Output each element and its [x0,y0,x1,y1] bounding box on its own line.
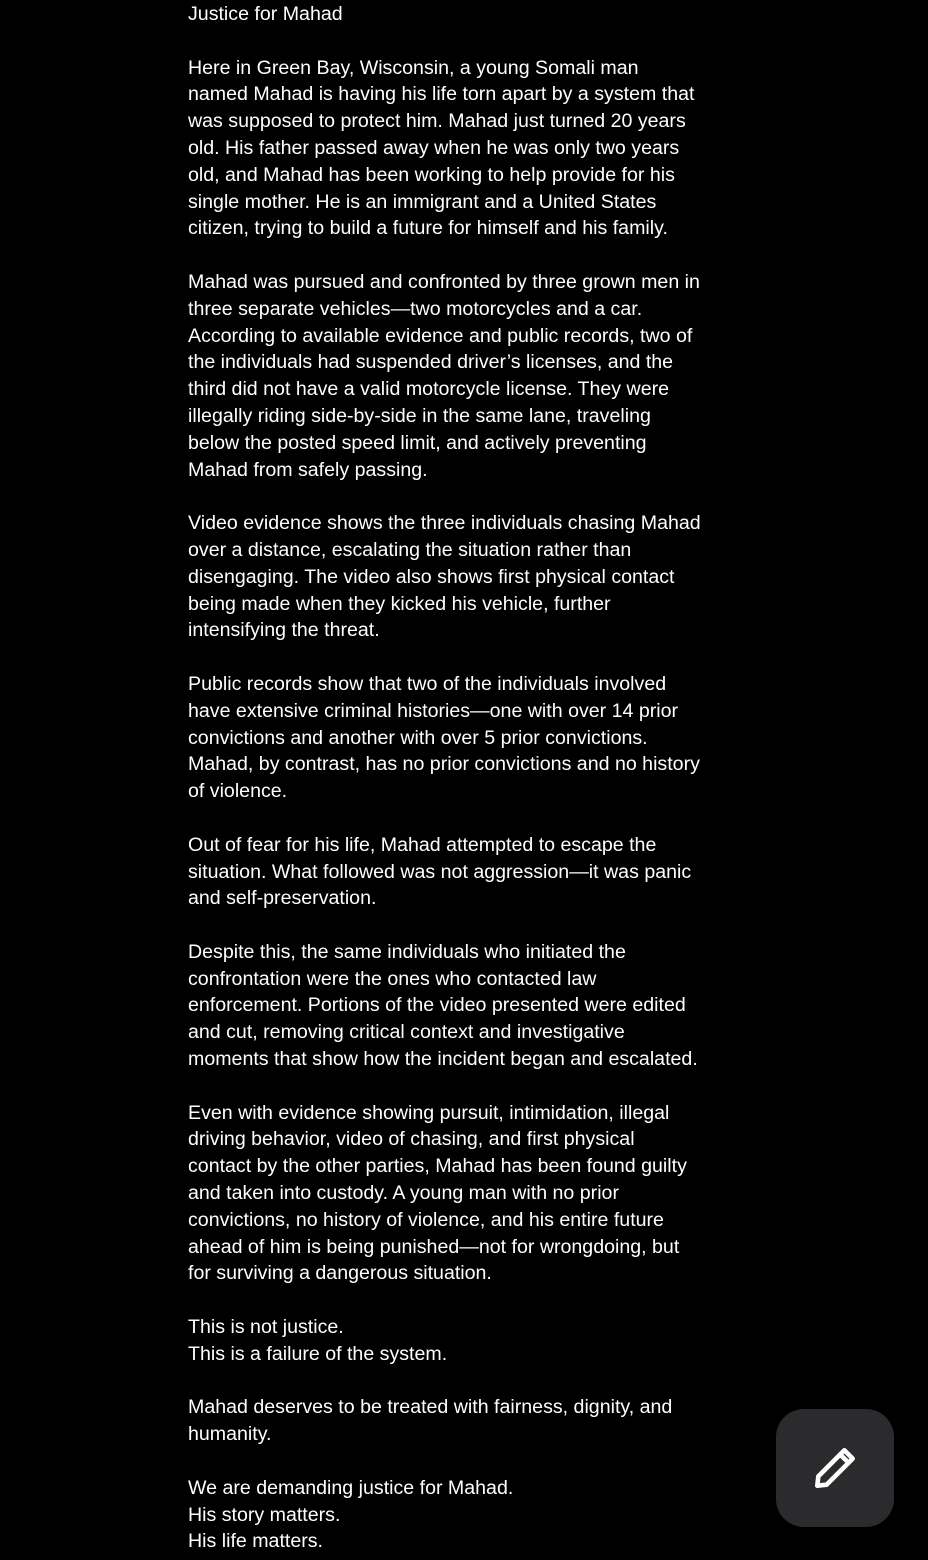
paragraph-line: humanity. [188,1423,272,1446]
paragraph-gap [188,242,748,269]
paragraph-gap [188,644,748,671]
paragraph-line: was supposed to protect him. Mahad just turned 20 years [188,110,686,133]
paragraph-gap [188,28,748,55]
paragraph-line: below the posted speed limit, and actively preventing [188,431,647,454]
paragraph-line: over a distance, escalating the situation rather than [188,538,632,561]
pencil-icon [810,1443,860,1493]
paragraph-line: Video evidence shows the three individuals chasing Mahad [188,512,701,535]
paragraph [188,1394,748,1448]
paragraph [188,939,748,1073]
paragraph-gap [188,483,748,510]
paragraph [188,55,748,243]
paragraph-gap [188,912,748,939]
paragraph-line: named Mahad is having his life torn apart by a system that [188,83,695,106]
paragraph-line: Mahad deserves to be treated with fairness, dignity, and [188,1396,673,1419]
paragraph-line: We are demanding justice for Mahad. [188,1476,514,1499]
paragraph-line: His story matters. [188,1503,341,1526]
paragraph-line: the individuals had suspended driver’s licenses, and the [188,351,674,374]
paragraph-line: Mahad, by contrast, has no prior convictions and no history [188,753,700,776]
paragraph-line: Out of fear for his life, Mahad attempted to escape the [188,833,657,856]
paragraph-line: convictions, no history of violence, and his entire future [188,1208,664,1231]
paragraph-line: ahead of him is being punished—not for wrongdoing, but [188,1235,680,1258]
paragraph-line: illegally riding side-by-side in the same lane, traveling [188,404,651,427]
paragraph [188,269,748,483]
paragraph-line: Here in Green Bay, Wisconsin, a young Somali man [188,56,639,79]
paragraph [188,510,748,644]
paragraph-line: This is a failure of the system. [188,1342,448,1365]
paragraph-line: for surviving a dangerous situation. [188,1262,492,1285]
paragraph-line: and cut, removing critical context and investigative [188,1021,625,1044]
paragraph-line: three separate vehicles—two motorcycles and a car. [188,297,643,320]
paragraph-line: and self-preservation. [188,887,377,910]
paragraph [188,1100,748,1288]
paragraph-gap [188,1287,748,1314]
paragraph [188,832,748,912]
paragraph-line: driving behavior, video of chasing, and first physical [188,1128,635,1151]
paragraph-line: contact by the other parties, Mahad has been found guilty [188,1155,687,1178]
note-body [188,1,748,1555]
paragraph-line: being made when they kicked his vehicle, further [188,592,611,615]
paragraph-gap [188,1448,748,1475]
paragraph-line: third did not have a valid motorcycle license. They were [188,378,670,401]
paragraph [188,671,748,805]
paragraph-line: convictions and another with over 5 prior convictions. [188,726,648,749]
paragraph-line: Public records show that two of the individuals involved [188,672,667,695]
paragraph-line: His life matters. [188,1530,324,1553]
paragraph-line: single mother. He is an immigrant and a United States [188,190,657,213]
paragraph-line: situation. What followed was not aggression—it was panic [188,860,692,883]
paragraph-gap [188,805,748,832]
paragraph-gap [188,1073,748,1100]
paragraph-line: Mahad was pursued and confronted by three grown men in [188,270,700,293]
paragraph-line: disengaging. The video also shows first physical contact [188,565,675,588]
paragraph-line: citizen, trying to build a future for himself and his family. [188,217,668,240]
paragraph-line: of violence. [188,780,288,803]
paragraph-gap [188,1368,748,1395]
paragraph-line: According to available evidence and public records, two of [188,324,693,347]
paragraph [188,1475,748,1555]
paragraph-line: have extensive criminal histories—one with over 14 prior [188,699,679,722]
paragraph-line: intensifying the threat. [188,619,380,642]
paragraph-line: This is not justice. [188,1316,344,1339]
paragraph [188,1314,748,1368]
paragraph-line: moments that show how the incident began and escalated. [188,1048,698,1071]
paragraph-line: Despite this, the same individuals who initiated the [188,940,626,963]
paragraph-line: old. His father passed away when he was only two years [188,136,680,159]
paragraph-line: Mahad from safely passing. [188,458,428,481]
paragraph-line: old, and Mahad has been working to help provide for his [188,163,675,186]
paragraph-line: and taken into custody. A young man with no prior [188,1182,619,1205]
paragraph-line: confrontation were the ones who contacted law [188,967,597,990]
edit-button[interactable] [776,1409,894,1527]
note-title: Justice for Mahad [188,3,343,25]
paragraph-line: enforcement. Portions of the video presented were edited [188,994,686,1017]
paragraph-line: Even with evidence showing pursuit, intimidation, illegal [188,1101,670,1124]
